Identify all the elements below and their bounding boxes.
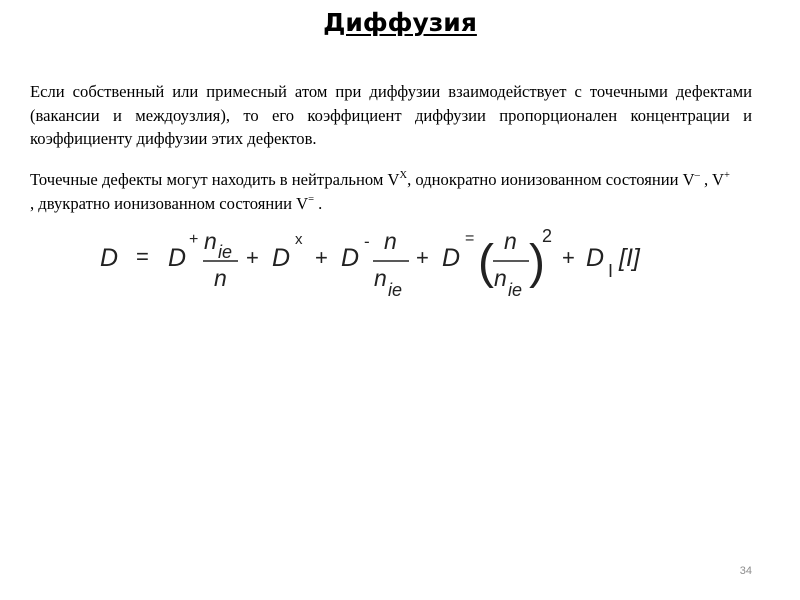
formula-frac2-den-sub: ie <box>388 280 403 300</box>
formula-frac1-num-sub: ie <box>218 242 233 262</box>
minus-superscript: – <box>694 170 700 181</box>
formula-plus-2: + <box>315 245 328 270</box>
plus-superscript: + <box>724 170 730 181</box>
formula-frac3-den: n <box>494 265 507 291</box>
slide-title: Диффузия <box>323 8 477 37</box>
formula-frac2-den: n <box>374 265 387 291</box>
formula-sup-minus: - <box>364 232 370 251</box>
paragraph-charge-states <box>30 168 730 216</box>
formula-d-double: D <box>442 244 461 272</box>
formula-sup-plus: + <box>189 231 199 248</box>
formula-plus-4: + <box>562 245 575 270</box>
double-minus-superscript: = <box>308 194 315 205</box>
formula-frac1-num: n <box>204 228 217 254</box>
page-number: 34 <box>739 565 752 577</box>
formula-lhs: D <box>100 244 119 272</box>
charge-states-text-1: Точечные дефекты могут находить в нейтральном V <box>30 170 400 189</box>
charge-states-text-4: , двукратно ионизованном состоянии V <box>30 194 309 213</box>
paragraph-defects-interaction: Если собственный или примесный атом при диффузии взаимодействует с точечными дефектами (вакансии и междоузлия), то его коэффициент диффузии пропорционален концентрации и коэффициенту диффузии этих дефектов. <box>30 82 752 148</box>
formula-frac3-den-sub: ie <box>508 280 523 300</box>
formula-right-paren: ) <box>529 236 545 289</box>
formula-sup-x: x <box>295 231 303 248</box>
formula-frac1-den: n <box>214 265 227 291</box>
formula-d-plus: D <box>168 244 187 272</box>
formula-left-paren: ( <box>478 236 494 289</box>
formula-square: 2 <box>542 226 553 246</box>
charge-states-text-2: , однократно ионизованном состоянии V <box>407 170 695 189</box>
formula-equals: = <box>136 244 149 269</box>
formula-d-x: D <box>272 244 291 272</box>
formula-interstitial-concentration: [I] <box>619 244 640 272</box>
formula-sub-i: I <box>608 261 614 281</box>
formula-d-minus: D <box>341 244 360 272</box>
formula-plus-1: + <box>246 245 259 270</box>
formula-frac3-num: n <box>504 228 517 254</box>
charge-states-text-3: , V <box>699 170 725 189</box>
diffusion-formula <box>96 222 666 302</box>
formula-frac2-num: n <box>384 228 397 254</box>
formula-d-interstitial: D <box>586 244 605 272</box>
charge-states-text-5: . <box>314 194 323 213</box>
neutral-superscript: X <box>399 170 408 181</box>
formula-sup-double: = <box>465 230 475 247</box>
formula-plus-3: + <box>416 245 429 270</box>
